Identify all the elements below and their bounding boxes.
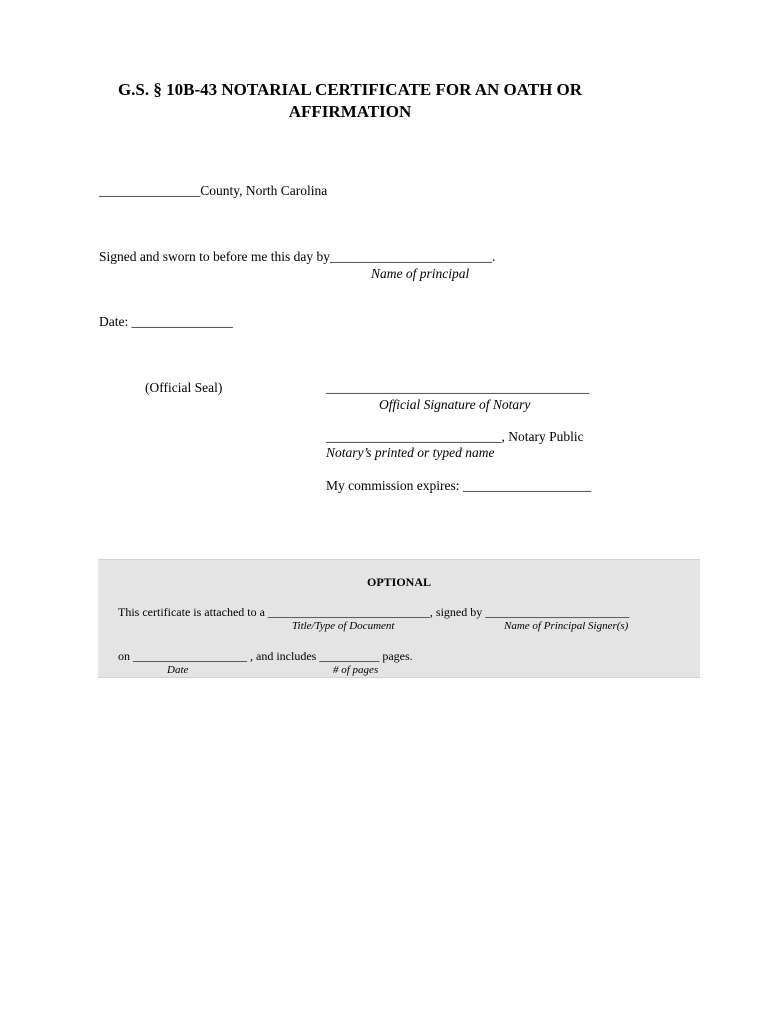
document-title	[60, 79, 640, 123]
pages-caption: # of pages	[333, 664, 379, 676]
official-seal-label: (Official Seal)	[145, 380, 223, 395]
notary-signature-rule: _______________________________________	[326, 380, 590, 395]
optional-heading: OPTIONAL	[366, 575, 431, 589]
on-date-pages-line: on ___________________ , and includes __________ pages.	[118, 649, 413, 663]
date-caption: Date	[167, 664, 189, 676]
principal-signer-caption: Name of Principal Signer(s)	[504, 620, 629, 632]
official-signature-caption: Official Signature of Notary	[379, 397, 531, 412]
commission-expires-line: My commission expires: ___________________	[326, 478, 592, 493]
name-of-principal-caption: Name of principal	[371, 266, 470, 281]
date-line: Date: _______________	[99, 314, 233, 329]
attached-to-line: This certificate is attached to a ___________________________, signed by ________________________	[118, 605, 630, 619]
notary-name-caption: Notary’s printed or typed name	[326, 445, 495, 460]
title-type-caption: Title/Type of Document	[292, 620, 395, 632]
signed-sworn-line: Signed and sworn to before me this day by________________________.	[99, 249, 496, 264]
optional-section	[98, 559, 700, 678]
notary-public-line: __________________________, Notary Public	[326, 429, 584, 444]
title-line-2: AFFIRMATION	[288, 102, 412, 121]
county-line: _______________County, North Carolina	[99, 183, 328, 198]
title-line-1: G.S. § 10B-43 NOTARIAL CERTIFICATE FOR AN OATH OR	[117, 80, 583, 99]
